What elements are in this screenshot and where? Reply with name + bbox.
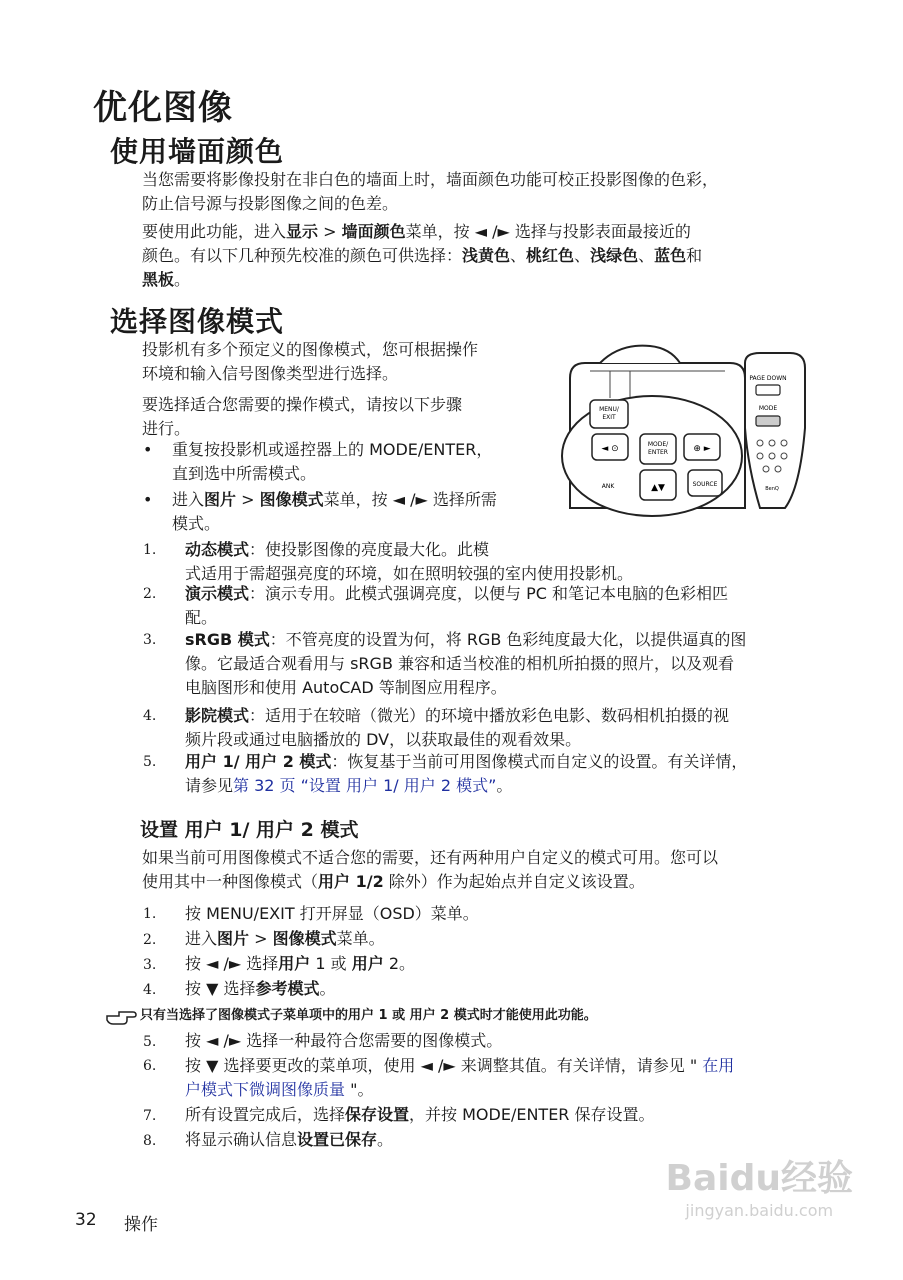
text-line: 直到选中所需模式。 (172, 464, 317, 483)
step-item: 按 MENU/EXIT 打开屏显（OSD）菜单。 (185, 904, 479, 923)
mode-paragraph-2 (142, 393, 462, 441)
bullet-item (172, 438, 492, 486)
menu-exit-label: MENU/ (599, 406, 619, 413)
list-number: 5. (143, 754, 157, 770)
user-paragraph (142, 846, 718, 894)
list-number: 1. (143, 542, 157, 558)
remote-mode-button (756, 416, 780, 426)
step-item: 按 ▼ 选择参考模式。 (185, 979, 336, 998)
text-line: 演示模式：演示专用。此模式强调亮度，以便与 PC 和笔记本电脑的色彩相匹 (185, 584, 729, 603)
page-down-label: PAGE DOWN (749, 375, 787, 382)
svg-text:▲▼: ▲▼ (651, 483, 665, 493)
text-line: 电脑图形和使用 AutoCAD 等制图应用程序。 (185, 678, 507, 697)
list-item (185, 704, 729, 752)
watermark-brand: Baidu经验 (665, 1158, 853, 1199)
list-number: 1. (143, 906, 157, 922)
svg-text:EXIT: EXIT (602, 414, 616, 421)
text-line: 防止信号源与投影图像之间的色差。 (142, 194, 399, 213)
subsection-heading-user-mode: 设置 用户 1/ 用户 2 模式 (140, 819, 359, 841)
step-item: 所有设置完成后，选择保存设置，并按 MODE/ENTER 保存设置。 (185, 1105, 655, 1124)
text-line: 模式。 (172, 514, 221, 533)
pointing-hand-icon (105, 1008, 137, 1028)
mode-label: MODE (758, 405, 778, 412)
list-number: 7. (143, 1108, 157, 1124)
cross-reference-link[interactable]: 第 32 页 “设置 用户 1/ 用户 2 模式” (233, 776, 497, 795)
list-number: 4. (143, 982, 157, 998)
svg-text:ENTER: ENTER (648, 449, 668, 456)
text-line: 频片段或通过电脑播放的 DV，以获取最佳的观看效果。 (185, 730, 582, 749)
text-line: 像。它最适合观看用与 sRGB 兼容和适当校准的相机所拍摄的照片，以及观看 (185, 654, 735, 673)
text-line: 按 ▼ 选择要更改的菜单项，使用 ◄ /► 来调整其值。有关详情，请参见 " 在用 (185, 1056, 735, 1075)
step-item: 进入图片 > 图像模式菜单。 (185, 929, 385, 948)
svg-text:⊕ ►: ⊕ ► (693, 444, 711, 454)
note-text: 只有当选择了图像模式子菜单项中的用户 1 或 用户 2 模式时才能使用此功能。 (140, 1008, 597, 1023)
text-line: 动态模式：使投影图像的亮度最大化。此模 (185, 540, 490, 559)
list-item (185, 750, 747, 798)
step-item (185, 1054, 734, 1102)
mode-enter-label: MODE/ (647, 441, 669, 448)
text-line: 使用其中一种图像模式（用户 1/2 除外）作为起始点并自定义该设置。 (142, 872, 645, 891)
watermark (666, 1150, 853, 1220)
bullet-marker: • (143, 490, 153, 509)
text-line: 黑板。 (142, 270, 191, 289)
benq-logo: BenQ (765, 486, 779, 492)
text-line: 请参见第 32 页 “设置 用户 1/ 用户 2 模式”。 (185, 776, 513, 795)
list-number: 2. (143, 932, 157, 948)
list-item (185, 582, 728, 630)
text-line: 环境和输入信号图像类型进行选择。 (142, 364, 399, 383)
wall-paragraph-2 (142, 220, 702, 292)
projector-lens (600, 346, 680, 363)
watermark-url: jingyan.baidu.com (685, 1201, 834, 1220)
list-number: 6. (143, 1058, 157, 1074)
text-line: 要选择适合您需要的操作模式，请按以下步骤 (142, 395, 463, 414)
list-item (185, 628, 746, 700)
list-number: 2. (143, 586, 157, 602)
bullet-marker: • (143, 440, 153, 459)
text-line: 当您需要将影像投射在非白色的墙面上时，墙面颜色功能可校正投影图像的色彩， (142, 170, 719, 189)
text-line: 如果当前可用图像模式不适合您的需要，还有两种用户自定义的模式可用。您可以 (142, 848, 719, 867)
list-number: 3. (143, 632, 157, 648)
list-item (185, 538, 633, 586)
page-title: 优化图像 (93, 88, 233, 128)
blank-label: ANK (601, 483, 615, 490)
text-line: 影院模式：适用于在较暗（微光）的环境中播放彩色电影、数码相机拍摄的视 (185, 706, 730, 725)
text-line: 颜色。有以下几种预先校准的颜色可供选择：浅黄色、桃红色、浅绿色、蓝色和 (142, 246, 703, 265)
source-label: SOURCE (692, 481, 718, 488)
step-item: 将显示确认信息设置已保存。 (185, 1130, 394, 1149)
step-item: 按 ◄ /► 选择用户 1 或 用户 2。 (185, 954, 416, 973)
text-line: 式适用于需超强亮度的环境，如在照明较强的室内使用投影机。 (185, 564, 634, 583)
text-line: 户模式下微调图像质量 "。 (185, 1080, 374, 1099)
list-number: 3. (143, 957, 157, 973)
text-line: 进入图片 > 图像模式菜单，按 ◄ /► 选择所需 (172, 490, 497, 509)
text-line: 投影机有多个预定义的图像模式，您可根据操作 (142, 340, 479, 359)
list-number: 5. (143, 1034, 157, 1050)
wall-paragraph-1 (142, 168, 718, 216)
text-line: 用户 1/ 用户 2 模式：恢复基于当前可用图像模式而自定义的设置。有关详情， (185, 752, 748, 771)
text-line: 进行。 (142, 419, 191, 438)
svg-text:◄ ⊙: ◄ ⊙ (601, 444, 619, 454)
text-line: 配。 (185, 608, 218, 627)
section-heading-picture-mode: 选择图像模式 (110, 305, 285, 338)
text-line: 重复按投影机或遥控器上的 MODE/ENTER， (172, 440, 493, 459)
footer-section: 操作 (124, 1215, 158, 1235)
step-item: 按 ◄ /► 选择一种最符合您需要的图像模式。 (185, 1031, 503, 1050)
text-line: sRGB 模式：不管亮度的设置为何，将 RGB 色彩纯度最大化，以提供逼真的图 (185, 630, 747, 649)
list-number: 4. (143, 708, 157, 724)
section-heading-wall-color: 使用墙面颜色 (110, 135, 285, 168)
mode-paragraph-1 (142, 338, 478, 386)
list-number: 8. (143, 1133, 157, 1149)
bullet-item (172, 488, 497, 536)
page-number: 32 (75, 1210, 97, 1230)
cross-reference-link[interactable]: 在用 (702, 1056, 735, 1075)
projector-remote-illustration (560, 338, 810, 520)
text-line: 要使用此功能，进入显示 > 墙面颜色菜单，按 ◄ /► 选择与投影表面最接近的 (142, 222, 691, 241)
cross-reference-link[interactable]: 户模式下微调图像质量 (185, 1080, 346, 1099)
